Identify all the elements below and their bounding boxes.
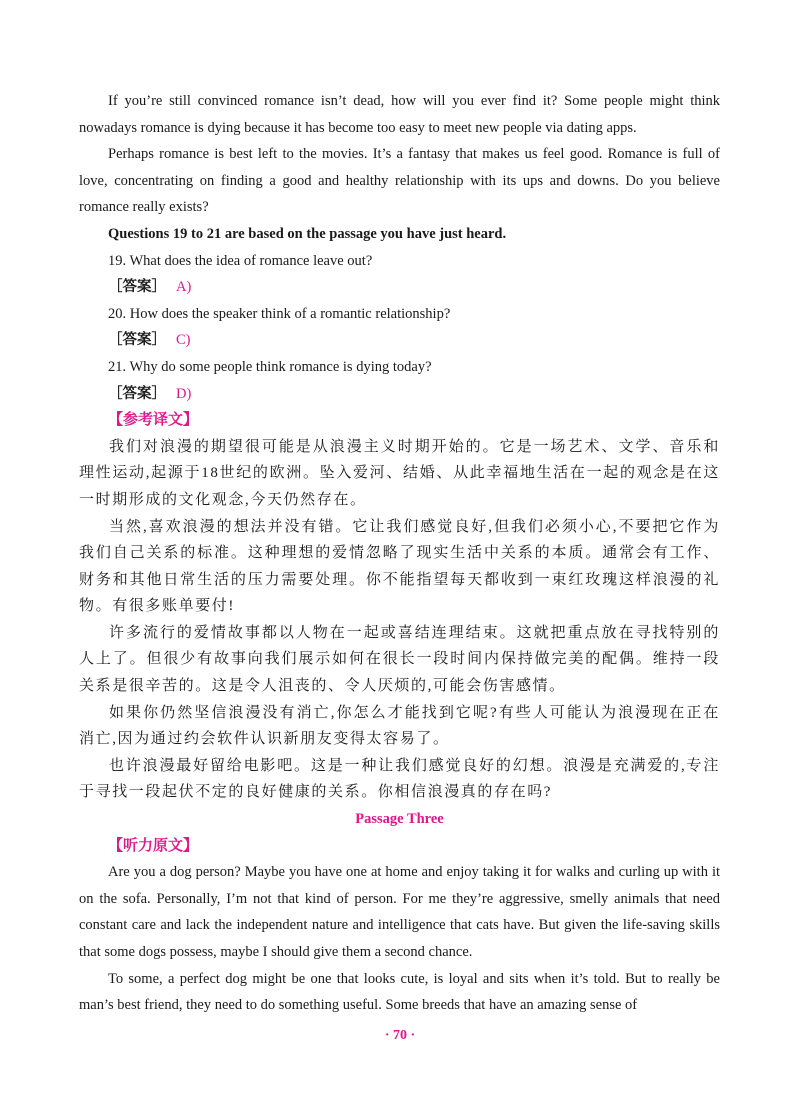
answer-row-21 bbox=[79, 381, 720, 408]
question-19: 19. What does the idea of romance leave out? bbox=[108, 252, 373, 269]
answer-label: ［答案］ bbox=[108, 279, 166, 296]
answer-row-19 bbox=[79, 274, 720, 301]
translation-paragraph: 许多流行的爱情故事都以人物在一起或喜结连理结束。这就把重点放在寻找特别的人上了。但很少有故事向我们展示如何在很长一段时间内保持做完美的配偶。维持一段关系是很辛苦的。这是令人沮丧的、令人厌烦的,可能会伤害感情。 bbox=[79, 624, 720, 695]
question-20: 20. How does the speaker think of a romantic relationship? bbox=[108, 305, 451, 322]
question-21: 21. Why do some people think romance is dying today? bbox=[108, 358, 432, 375]
paragraph: To some, a perfect dog might be one that looks cute, is loyal and sits when it’s told. But to really be man’s best friend, they need to do something useful. Some breeds that have an amazing sense of bbox=[79, 970, 720, 1014]
paragraph: If you’re still convinced romance isn’t dead, how will you ever find it? Some people might think nowadays romance is dying because it has become too easy to meet new people via dating apps. bbox=[79, 93, 720, 136]
paragraph: Are you a dog person? Maybe you have one at home and enjoy taking it for walks and curling up with it on the sofa. Personally, I’m not that kind of person. For me they’re aggressive, smelly animals that need constant care and lack the independent nature and intelligence that cats have. But given the life-saving skills that some dogs possess, maybe I should give them a second chance. bbox=[79, 864, 720, 960]
answer-label: ［答案］ bbox=[108, 385, 166, 402]
document-page bbox=[79, 88, 720, 1019]
answer-value: A) bbox=[176, 279, 192, 296]
paragraph: Perhaps romance is best left to the movies. It’s a fantasy that makes us feel good. Romance is full of love, concentrating on finding a good and healthy relationship with its ups and downs. Do you believe romance really exists? bbox=[79, 146, 720, 216]
answer-row-20 bbox=[79, 327, 720, 354]
passage-title: Passage Three bbox=[355, 811, 444, 828]
translation-paragraph: 也许浪漫最好留给电影吧。这是一种让我们感觉良好的幻想。浪漫是充满爱的,专注于寻找一段起伏不定的良好健康的关系。你相信浪漫真的存在吗? bbox=[79, 757, 720, 801]
answer-label: ［答案］ bbox=[108, 332, 166, 349]
original-tag: 【听力原文】 bbox=[108, 837, 199, 854]
translation-paragraph: 当然,喜欢浪漫的想法并没有错。它让我们感觉良好,但我们必须小心,不要把它作为我们自己关系的标准。这种理想的爱情忽略了现实生活中关系的本质。通常会有工作、财务和其他日常生活的压力需要处理。你不能指望每天都收到一束红玫瑰这样浪漫的礼物。有很多账单要付! bbox=[79, 518, 720, 615]
answer-value: C) bbox=[176, 332, 191, 349]
answer-value: D) bbox=[176, 385, 192, 402]
translation-tag: 【参考译文】 bbox=[108, 412, 199, 429]
translation-paragraph: 我们对浪漫的期望很可能是从浪漫主义时期开始的。它是一场艺术、文学、音乐和理性运动,起源于18世纪的欧洲。坠入爱河、结婚、从此幸福地生活在一起的观念是在这一时期形成的文化观念,今天仍然存在。 bbox=[79, 438, 720, 508]
translation-paragraph: 如果你仍然坚信浪漫没有消亡,你怎么才能找到它呢?有些人可能认为浪漫现在正在消亡,因为通过约会软件认识新朋友变得太容易了。 bbox=[79, 704, 720, 748]
questions-heading: Questions 19 to 21 are based on the passage you have just heard. bbox=[108, 225, 507, 242]
page-number: · 70 · bbox=[384, 1028, 416, 1043]
